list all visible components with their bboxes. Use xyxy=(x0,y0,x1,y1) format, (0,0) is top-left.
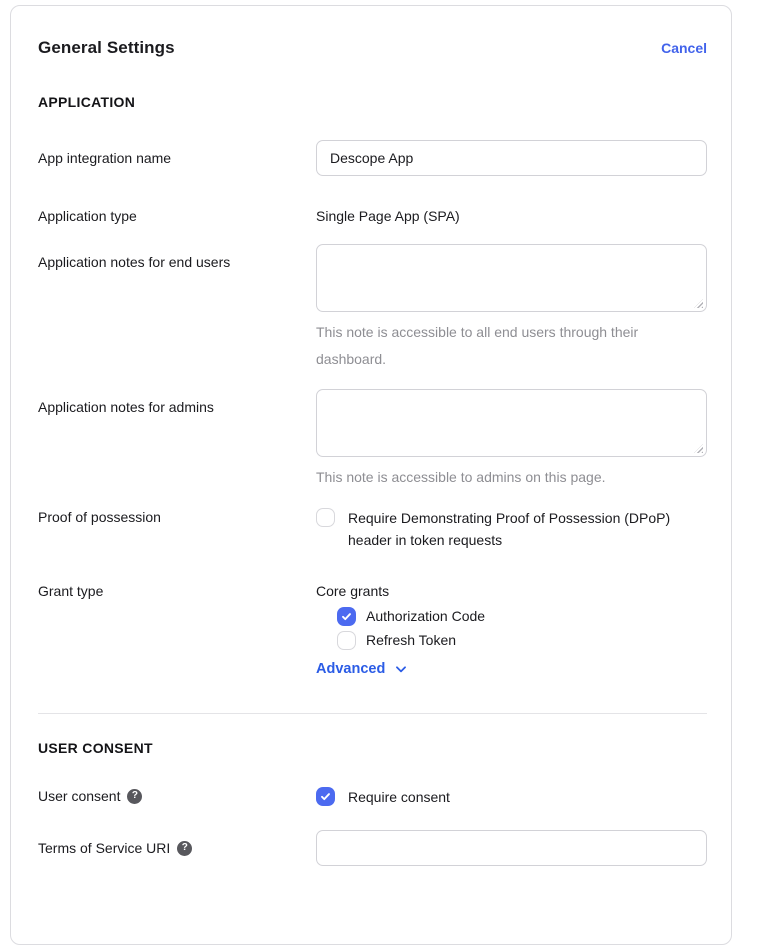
authorization-code-checkbox[interactable] xyxy=(337,607,356,626)
core-grants-label: Core grants xyxy=(316,583,390,599)
help-icon[interactable]: ? xyxy=(177,841,192,856)
field-row-proof-of-possession xyxy=(38,507,707,551)
notes-admins-textarea[interactable] xyxy=(316,389,707,457)
notes-admins-label: Application notes for admins xyxy=(38,399,214,415)
field-row-application-type xyxy=(38,206,707,226)
check-icon xyxy=(340,610,353,623)
advanced-toggle[interactable] xyxy=(316,659,408,679)
field-row-grant-type xyxy=(38,581,707,679)
notes-admins-control xyxy=(316,389,707,491)
help-icon[interactable]: ? xyxy=(127,789,142,804)
option-refresh-token[interactable] xyxy=(337,629,707,651)
dpop-checkbox[interactable] xyxy=(316,508,335,527)
cancel-button[interactable]: Cancel xyxy=(661,40,707,56)
app-integration-name-label: App integration name xyxy=(38,150,172,166)
tos-uri-label: Terms of Service URI xyxy=(38,840,171,856)
user-consent-control xyxy=(316,786,707,808)
notes-end-users-label: Application notes for end users xyxy=(38,254,231,270)
tos-uri-control xyxy=(316,830,707,866)
proof-of-possession-control xyxy=(316,507,707,551)
require-consent-checkbox[interactable] xyxy=(316,787,335,806)
grant-type-control xyxy=(316,581,707,679)
user-consent-label: User consent xyxy=(38,788,121,804)
page-title: General Settings xyxy=(38,38,175,57)
field-row-notes-admins xyxy=(38,389,707,491)
section-header-user-consent: USER CONSENT xyxy=(38,740,153,756)
check-icon xyxy=(319,790,332,803)
user-consent-label-wrap xyxy=(38,786,316,806)
section-divider xyxy=(38,713,707,714)
tos-uri-label-wrap xyxy=(38,830,316,858)
proof-of-possession-label: Proof of possession xyxy=(38,509,161,525)
application-type-label: Application type xyxy=(38,208,137,224)
field-row-user-consent xyxy=(38,786,707,808)
chevron-down-icon xyxy=(394,662,408,676)
advanced-toggle-label: Advanced xyxy=(316,661,386,677)
notes-end-users-control xyxy=(316,244,707,373)
notes-end-users-textarea-wrap xyxy=(316,244,707,312)
general-settings-card xyxy=(10,5,732,945)
notes-end-users-help: This note is accessible to all end users through their dashboard. xyxy=(316,324,639,367)
notes-admins-textarea-wrap xyxy=(316,389,707,457)
notes-end-users-textarea[interactable] xyxy=(316,244,707,312)
refresh-token-label: Refresh Token xyxy=(366,632,457,648)
field-row-terms-of-service-uri xyxy=(38,830,707,866)
authorization-code-label: Authorization Code xyxy=(366,608,486,624)
application-type-value: Single Page App (SPA) xyxy=(316,208,460,224)
option-authorization-code[interactable] xyxy=(337,605,707,627)
refresh-token-checkbox[interactable] xyxy=(337,631,356,650)
require-consent-label: Require consent xyxy=(348,789,450,805)
section-header-application: APPLICATION xyxy=(38,94,136,110)
dpop-checkbox-label: Require Demonstrating Proof of Possession (DPoP) header in token requests xyxy=(348,510,671,548)
app-integration-name-control xyxy=(316,140,707,176)
field-row-notes-end-users xyxy=(38,244,707,373)
notes-admins-help: This note is accessible to admins on this page. xyxy=(316,469,606,485)
card-header xyxy=(38,36,707,60)
app-integration-name-input[interactable] xyxy=(316,140,707,176)
grant-type-label: Grant type xyxy=(38,583,104,599)
tos-uri-input[interactable] xyxy=(316,830,707,866)
core-grants-options xyxy=(316,605,707,651)
field-row-app-integration-name xyxy=(38,140,707,176)
